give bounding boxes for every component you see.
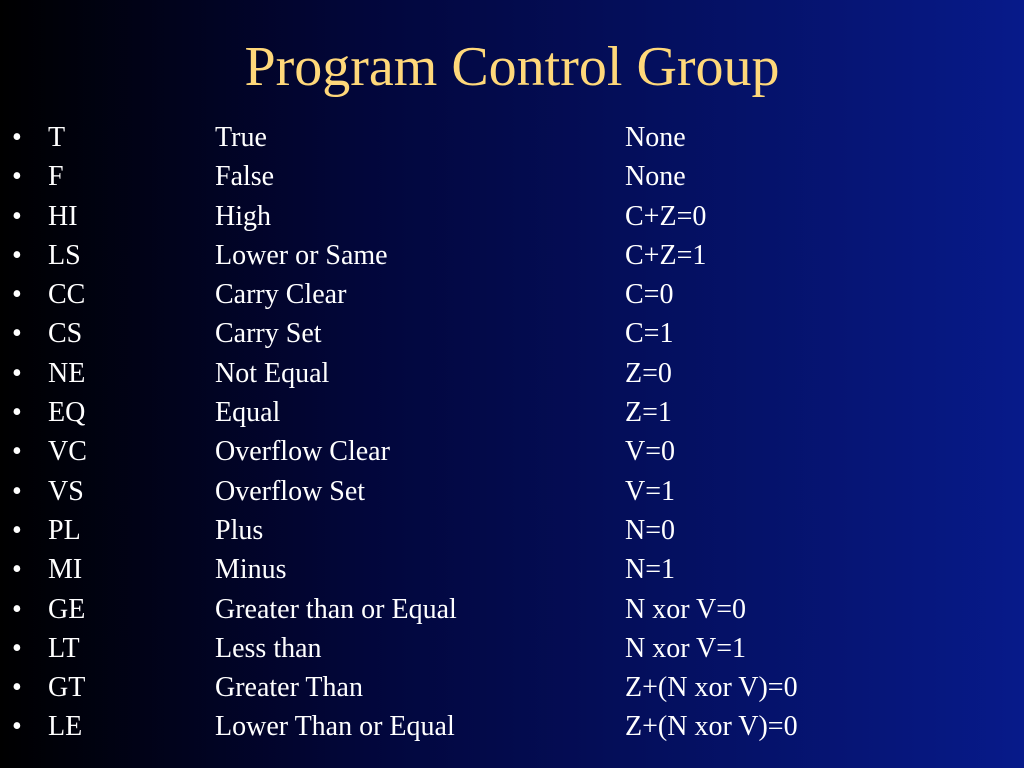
mnemonic: CS [48, 318, 83, 350]
meaning: Overflow Clear [215, 436, 390, 468]
meaning: Greater Than [215, 672, 363, 704]
bullet-icon: • [12, 514, 22, 546]
list-item [0, 668, 1024, 707]
mnemonic: F [48, 161, 64, 193]
meaning: Not Equal [215, 357, 330, 389]
bullet-icon: • [12, 397, 22, 429]
list-item [0, 393, 1024, 432]
meaning: True [215, 122, 267, 153]
bullet-icon: • [12, 632, 22, 664]
list-item [0, 314, 1024, 353]
meaning: Carry Clear [215, 279, 347, 311]
meaning: Overflow Set [215, 475, 366, 507]
meaning: Lower or Same [215, 239, 388, 271]
mnemonic: VC [48, 436, 87, 468]
mnemonic: VS [48, 475, 84, 507]
condition: C=1 [625, 318, 674, 350]
bullet-icon: • [12, 475, 22, 507]
condition: None [625, 161, 686, 193]
condition: N=1 [625, 554, 676, 586]
condition: Z=1 [625, 397, 672, 429]
bullet-icon: • [12, 711, 22, 743]
meaning: Minus [215, 554, 287, 586]
mnemonic: CC [48, 279, 86, 311]
meaning: Lower Than or Equal [215, 711, 455, 743]
mnemonic: LE [48, 711, 83, 743]
condition: N xor V=1 [625, 632, 747, 664]
mnemonic: T [48, 122, 66, 153]
list-item [0, 354, 1024, 393]
meaning: Less than [215, 632, 322, 664]
bullet-icon: • [12, 357, 22, 389]
condition: None [625, 122, 686, 153]
mnemonic: MI [48, 554, 83, 586]
bullet-icon: • [12, 161, 22, 193]
bullet-icon: • [12, 593, 22, 625]
meaning: Greater than or Equal [215, 593, 457, 625]
list-item [0, 590, 1024, 629]
list-item [0, 629, 1024, 668]
condition: Z=0 [625, 357, 672, 389]
meaning: Equal [215, 397, 281, 429]
meaning: Plus [215, 514, 264, 546]
condition-code-list [0, 118, 1024, 747]
bullet-icon: • [12, 318, 22, 350]
mnemonic: NE [48, 357, 86, 389]
list-item [0, 432, 1024, 471]
bullet-icon: • [12, 672, 22, 704]
list-item [0, 275, 1024, 314]
mnemonic: EQ [48, 397, 86, 429]
meaning: Carry Set [215, 318, 322, 350]
bullet-icon: • [12, 200, 22, 232]
condition: N xor V=0 [625, 593, 747, 625]
bullet-icon: • [12, 554, 22, 586]
condition: Z+(N xor V)=0 [625, 672, 798, 704]
list-item [0, 511, 1024, 550]
list-item [0, 236, 1024, 275]
condition: C+Z=1 [625, 239, 707, 271]
list-item [0, 118, 1024, 157]
condition: C=0 [625, 279, 674, 311]
bullet-icon: • [12, 122, 22, 153]
bullet-icon: • [12, 239, 22, 271]
list-item [0, 550, 1024, 589]
condition: N=0 [625, 514, 676, 546]
slide-title: Program Control Group [244, 36, 780, 98]
mnemonic: PL [48, 514, 81, 546]
condition: C+Z=0 [625, 200, 707, 232]
condition: Z+(N xor V)=0 [625, 711, 798, 743]
list-item [0, 707, 1024, 746]
mnemonic: LS [48, 239, 81, 271]
meaning: High [215, 200, 271, 232]
meaning: False [215, 161, 275, 193]
mnemonic: GE [48, 593, 86, 625]
list-item [0, 197, 1024, 236]
bullet-icon: • [12, 436, 22, 468]
condition: V=1 [625, 475, 676, 507]
bullet-icon: • [12, 279, 22, 311]
list-item [0, 472, 1024, 511]
condition: V=0 [625, 436, 676, 468]
mnemonic: HI [48, 200, 78, 232]
list-item [0, 157, 1024, 196]
mnemonic: GT [48, 672, 86, 704]
mnemonic: LT [48, 632, 80, 664]
